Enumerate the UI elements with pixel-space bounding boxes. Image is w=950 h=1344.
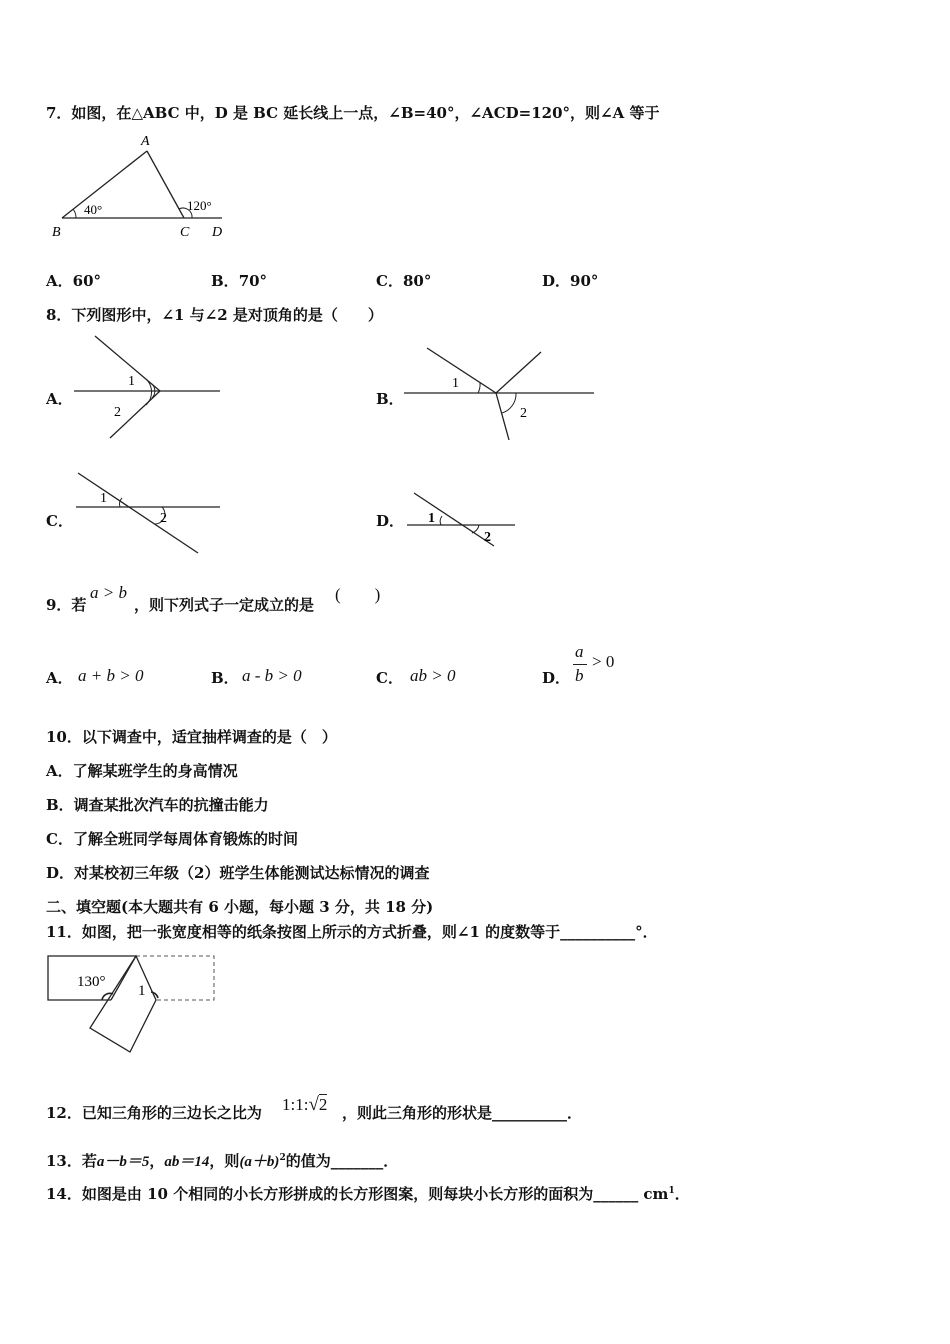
q7-label-d: D [212,225,223,240]
q8-option-d-label[interactable]: D． [376,512,405,530]
q7-angle-b: 40° [84,202,103,217]
q9-option-d-den: b [575,666,584,685]
q8-figure-b[interactable] [400,344,600,444]
q8-d-angle-2: 2 [484,530,491,545]
q11-blank[interactable]: __________ [560,923,636,941]
q9-paren: ( ) [335,585,381,604]
q12-suffix: ，则此三角形的形状是__________． [342,1104,583,1122]
q8-stem: 8．下列图形中，∠1 与∠2 是对顶角的是（ ） [46,306,383,324]
q8-b-angle-1: 1 [452,376,459,391]
q9-option-c[interactable]: C． [376,669,403,687]
q9-option-b-expr: a - b > 0 [242,666,302,685]
q8-figure-c[interactable] [72,468,252,558]
q10-option-d[interactable]: D．对某校初三年级（2）班学生体能测试达标情况的调查 [46,864,430,882]
q11-angle-1: 1 [138,983,146,999]
q8-option-b-label[interactable]: B． [376,390,404,408]
q10-option-b[interactable]: B．调查某批次汽车的抗撞击能力 [46,796,269,814]
q8-figure-d[interactable] [402,488,522,550]
q13-stem: 13．若a－b＝5，ab＝14，则$(a+b)^2$的值为_______． [46,1152,399,1170]
q7-label-a: A [141,134,150,149]
q8-b-angle-2: 2 [520,406,527,421]
q9-option-d-rest: > 0 [592,652,615,671]
q8-c-angle-2: 2 [160,511,167,526]
q11-folded-strip-figure [44,950,224,1060]
q9-option-c-expr: ab > 0 [410,666,456,685]
q11-stem: 11．如图，把一张宽度相等的纸条按图上所示的方式折叠，则∠1 的度数等于__________°． [46,923,658,941]
q11-angle-130: 130° [77,974,106,990]
q7-option-c[interactable]: C．80° [376,272,432,290]
section-title: 二、填空题(本大题共有 6 小题，每小题 3 分，共 18 分) [46,898,434,916]
q12-ratio: 1:1:√2 [282,1094,328,1115]
q8-option-a-label[interactable]: A． [46,390,73,408]
q7-angle-c: 120° [187,198,212,213]
q9-option-b[interactable]: B． [211,669,239,687]
q9-option-a[interactable]: A． [46,669,73,687]
q7-triangle-figure [44,130,234,242]
q9-fraction-bar [573,664,587,665]
q8-c-angle-1: 1 [100,491,107,506]
q9-option-d[interactable]: D． [542,669,571,687]
q9-prefix: 9．若 [46,596,87,614]
q7-option-b[interactable]: B．70° [211,272,268,290]
q8-a-angle-1: 1 [128,374,135,389]
q9-condition: a > b [90,583,127,602]
q7-label-c: C [180,225,190,240]
q8-figure-a[interactable] [70,332,230,444]
q8-d-angle-1: 1 [428,511,435,526]
q9-option-a-expr: a + b > 0 [78,666,144,685]
q10-option-a[interactable]: A．了解某班学生的身高情况 [46,762,238,780]
q7-option-d[interactable]: D．90° [542,272,599,290]
q9-suffix: ，则下列式子一定成立的是 [134,596,315,614]
q8-option-c-label[interactable]: C． [46,512,73,530]
q12-prefix: 12．已知三角形的三边长之比为 [46,1104,262,1122]
q14-stem: 14．如图是由 10 个相同的小长方形拼成的长方形图案，则每块小长方形的面积为______ $cm^1$． [46,1185,690,1203]
q9-option-d-num: a [575,642,584,661]
q7-option-a[interactable]: A．60° [46,272,102,290]
q10-option-c[interactable]: C．了解全班同学每周体育锻炼的时间 [46,830,298,848]
q7-label-b: B [52,225,61,240]
q8-a-angle-2: 2 [114,405,121,420]
q7-stem: 7．如图，在△ABC 中，D 是 BC 延长线上一点，∠B=40°，∠ACD=120°，则∠A 等于 [46,104,660,122]
q10-stem: 10．以下调查中，适宜抽样调查的是（ ） [46,728,337,746]
